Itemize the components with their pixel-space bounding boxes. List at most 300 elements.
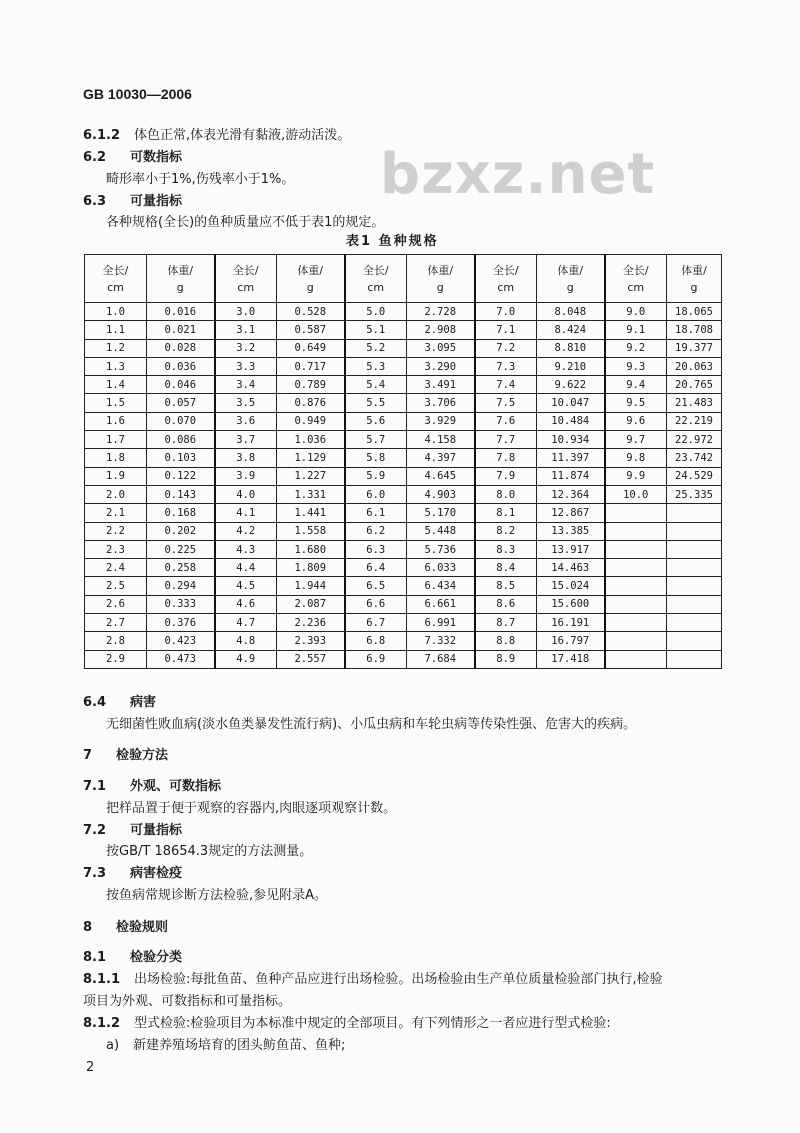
length-cell [605, 540, 667, 558]
length-cell: 7.6 [475, 412, 537, 430]
weight-cell: 11.397 [537, 449, 605, 467]
header-length-label: 全长/ [102, 263, 129, 277]
length-cell: 3.2 [215, 339, 277, 357]
header-weight-label: 体重/ [557, 263, 584, 277]
clause-8-1-1-cont: 项目为外观、可数指标和可量指标。 [83, 994, 292, 1009]
length-cell: 9.9 [605, 467, 667, 485]
table-row [85, 614, 722, 632]
chapter-7 [83, 744, 168, 763]
table-caption: 表1 鱼种规格 [346, 234, 439, 249]
weight-cell: 0.258 [147, 559, 215, 577]
weight-cell: 0.423 [147, 632, 215, 650]
length-cell: 9.8 [605, 449, 667, 467]
clause-number: 7.3 [83, 866, 107, 881]
weight-cell: 0.587 [277, 321, 345, 339]
header-length-unit: cm [627, 280, 645, 294]
weight-cell: 2.728 [407, 303, 475, 321]
length-cell: 9.1 [605, 321, 667, 339]
header-length [475, 255, 537, 303]
length-cell: 3.0 [215, 303, 277, 321]
length-cell: 2.3 [85, 540, 147, 558]
length-cell: 3.5 [215, 394, 277, 412]
weight-cell: 8.810 [537, 339, 605, 357]
clause-7-2 [83, 819, 182, 838]
weight-cell: 0.103 [147, 449, 215, 467]
weight-cell: 15.600 [537, 595, 605, 613]
clause-heading: 病害检疫 [130, 866, 183, 881]
clause-6-3 [83, 190, 182, 209]
table-row [85, 650, 722, 668]
header-weight-label: 体重/ [167, 263, 194, 277]
weight-cell: 8.424 [537, 321, 605, 339]
weight-cell: 0.949 [277, 412, 345, 430]
length-cell: 1.0 [85, 303, 147, 321]
length-cell [605, 595, 667, 613]
weight-cell: 11.874 [537, 467, 605, 485]
weight-cell: 6.434 [407, 577, 475, 595]
weight-cell: 2.087 [277, 595, 345, 613]
length-cell: 7.1 [475, 321, 537, 339]
header-length-unit: cm [237, 280, 255, 294]
length-cell: 4.7 [215, 614, 277, 632]
weight-cell: 3.491 [407, 376, 475, 394]
length-cell: 2.4 [85, 559, 147, 577]
weight-cell [667, 577, 722, 595]
weight-cell: 4.903 [407, 485, 475, 503]
weight-cell: 22.972 [667, 431, 722, 449]
table-row [85, 632, 722, 650]
length-cell: 2.6 [85, 595, 147, 613]
length-cell [605, 522, 667, 540]
length-cell [605, 577, 667, 595]
clause-number: 8.1.1 [83, 972, 121, 987]
header-weight-unit: g [176, 280, 184, 294]
table-row [85, 540, 722, 558]
clause-number: 6.3 [83, 194, 107, 209]
weight-cell: 20.765 [667, 376, 722, 394]
chapter-title: 检验规则 [116, 920, 169, 935]
header-length [345, 255, 407, 303]
chapter-number: 8 [83, 920, 93, 935]
length-cell: 2.9 [85, 650, 147, 668]
length-cell: 8.5 [475, 577, 537, 595]
weight-cell: 10.484 [537, 412, 605, 430]
length-cell: 6.9 [345, 650, 407, 668]
clause-text: 体色正常,体表光滑有黏液,游动活泼。 [134, 128, 351, 143]
weight-cell: 1.680 [277, 540, 345, 558]
clause-6-1-2 [83, 124, 350, 143]
weight-cell [667, 559, 722, 577]
length-cell: 5.4 [345, 376, 407, 394]
weight-cell: 12.867 [537, 504, 605, 522]
length-cell: 1.7 [85, 431, 147, 449]
weight-cell: 12.364 [537, 485, 605, 503]
weight-cell [667, 540, 722, 558]
length-cell: 5.1 [345, 321, 407, 339]
weight-cell: 0.028 [147, 339, 215, 357]
weight-cell: 9.622 [537, 376, 605, 394]
clause-6-4 [83, 691, 156, 710]
weight-cell: 0.168 [147, 504, 215, 522]
length-cell: 9.5 [605, 394, 667, 412]
weight-cell: 16.797 [537, 632, 605, 650]
weight-cell: 17.418 [537, 650, 605, 668]
table-row [85, 376, 722, 394]
length-cell: 4.0 [215, 485, 277, 503]
length-cell: 2.8 [85, 632, 147, 650]
clause-number: 7.2 [83, 823, 107, 838]
weight-cell: 0.021 [147, 321, 215, 339]
weight-cell: 0.202 [147, 522, 215, 540]
length-cell: 7.7 [475, 431, 537, 449]
weight-cell: 4.158 [407, 431, 475, 449]
weight-cell: 23.742 [667, 449, 722, 467]
header-length-label: 全长/ [622, 263, 649, 277]
header-weight-unit: g [566, 280, 574, 294]
length-cell: 1.2 [85, 339, 147, 357]
length-cell: 5.5 [345, 394, 407, 412]
clause-7-3 [83, 862, 182, 881]
length-cell: 2.0 [85, 485, 147, 503]
list-marker: a) [106, 1038, 120, 1053]
length-cell: 8.8 [475, 632, 537, 650]
length-cell: 2.5 [85, 577, 147, 595]
header-length-unit: cm [367, 280, 385, 294]
table-row [85, 577, 722, 595]
table-row [85, 303, 722, 321]
header-length-label: 全长/ [232, 263, 259, 277]
table-row [85, 412, 722, 430]
clause-number: 6.2 [83, 150, 107, 165]
clause-6-2 [83, 146, 182, 165]
length-cell: 4.5 [215, 577, 277, 595]
clause-6-2-text: 畸形率小于1%,伤残率小于1%。 [106, 172, 295, 187]
length-cell: 4.1 [215, 504, 277, 522]
weight-cell: 13.385 [537, 522, 605, 540]
length-cell: 7.9 [475, 467, 537, 485]
chapter-8 [83, 916, 168, 935]
length-cell: 1.6 [85, 412, 147, 430]
clause-text: 出场检验:每批鱼苗、鱼种产品应进行出场检验。出场检验由生产单位质量检验部门执行,检验 [134, 972, 663, 987]
length-cell: 6.4 [345, 559, 407, 577]
weight-cell: 1.944 [277, 577, 345, 595]
clause-8-1-1 [83, 968, 663, 987]
length-cell: 4.3 [215, 540, 277, 558]
length-cell: 3.8 [215, 449, 277, 467]
weight-cell: 21.483 [667, 394, 722, 412]
weight-cell: 1.129 [277, 449, 345, 467]
weight-cell [667, 522, 722, 540]
length-cell [605, 559, 667, 577]
weight-cell: 0.649 [277, 339, 345, 357]
length-cell [605, 614, 667, 632]
weight-cell: 1.036 [277, 431, 345, 449]
weight-cell: 3.929 [407, 412, 475, 430]
table-row [85, 321, 722, 339]
clause-text: 型式检验:检验项目为本标准中规定的全部项目。有下列情形之一者应进行型式检验: [134, 1016, 611, 1031]
weight-cell: 5.736 [407, 540, 475, 558]
length-cell: 5.6 [345, 412, 407, 430]
length-cell: 1.8 [85, 449, 147, 467]
header-length [605, 255, 667, 303]
weight-cell: 0.057 [147, 394, 215, 412]
clause-8-1 [83, 946, 182, 965]
clause-heading: 可量指标 [130, 823, 183, 838]
standard-code: GB 10030—2006 [83, 86, 192, 102]
length-cell [605, 632, 667, 650]
length-cell: 6.8 [345, 632, 407, 650]
length-cell: 9.0 [605, 303, 667, 321]
header-weight [667, 255, 722, 303]
header-weight [277, 255, 345, 303]
weight-cell: 15.024 [537, 577, 605, 595]
length-cell: 6.3 [345, 540, 407, 558]
header-length-unit: cm [107, 280, 124, 294]
weight-cell [667, 650, 722, 668]
list-text: 新建养殖场培育的团头鲂鱼苗、鱼种; [133, 1038, 346, 1053]
header-weight-unit: g [436, 280, 444, 294]
weight-cell: 22.219 [667, 412, 722, 430]
weight-cell: 0.016 [147, 303, 215, 321]
header-length-label: 全长/ [492, 263, 519, 277]
length-cell: 4.4 [215, 559, 277, 577]
length-cell: 1.1 [85, 321, 147, 339]
length-cell: 9.2 [605, 339, 667, 357]
length-cell: 9.4 [605, 376, 667, 394]
length-cell: 3.1 [215, 321, 277, 339]
weight-cell: 0.473 [147, 650, 215, 668]
length-cell: 7.0 [475, 303, 537, 321]
length-cell: 3.9 [215, 467, 277, 485]
weight-cell: 13.917 [537, 540, 605, 558]
weight-cell: 0.036 [147, 357, 215, 375]
clause-7-3-text: 按鱼病常规诊断方法检验,参见附录A。 [106, 888, 328, 903]
length-cell: 8.6 [475, 595, 537, 613]
weight-cell: 1.558 [277, 522, 345, 540]
length-cell [605, 650, 667, 668]
table-body [85, 303, 722, 669]
header-weight-label: 体重/ [297, 263, 324, 277]
weight-cell: 19.377 [667, 339, 722, 357]
clause-6-3-text: 各种规格(全长)的鱼种质量应不低于表1的规定。 [106, 215, 385, 230]
weight-cell: 7.684 [407, 650, 475, 668]
clause-number: 8.1 [83, 950, 107, 965]
length-cell: 8.0 [475, 485, 537, 503]
weight-cell: 14.463 [537, 559, 605, 577]
length-cell: 8.2 [475, 522, 537, 540]
length-cell: 8.9 [475, 650, 537, 668]
length-cell: 7.5 [475, 394, 537, 412]
weight-cell: 1.227 [277, 467, 345, 485]
table-row [85, 431, 722, 449]
length-cell: 1.9 [85, 467, 147, 485]
weight-cell [667, 614, 722, 632]
weight-cell: 4.397 [407, 449, 475, 467]
clause-7-2-text: 按GB/T 18654.3规定的方法测量。 [106, 844, 313, 859]
header-weight-label: 体重/ [681, 263, 707, 277]
clause-heading: 病害 [130, 695, 157, 710]
weight-cell: 6.661 [407, 595, 475, 613]
weight-cell: 16.191 [537, 614, 605, 632]
length-cell: 5.8 [345, 449, 407, 467]
clause-number: 8.1.2 [83, 1016, 121, 1031]
header-weight [407, 255, 475, 303]
length-cell: 8.1 [475, 504, 537, 522]
length-cell: 7.3 [475, 357, 537, 375]
length-cell: 4.6 [215, 595, 277, 613]
length-cell: 2.7 [85, 614, 147, 632]
header-weight [537, 255, 605, 303]
length-cell: 6.2 [345, 522, 407, 540]
weight-cell: 9.210 [537, 357, 605, 375]
weight-cell: 18.708 [667, 321, 722, 339]
length-cell: 10.0 [605, 485, 667, 503]
length-cell: 9.7 [605, 431, 667, 449]
length-cell: 9.3 [605, 357, 667, 375]
weight-cell: 3.095 [407, 339, 475, 357]
clause-6-4-text: 无细菌性败血病(淡水鱼类暴发性流行病)、小瓜虫病和车轮虫病等传染性强、危害大的疾病。 [106, 717, 637, 732]
weight-cell: 0.122 [147, 467, 215, 485]
length-cell: 4.9 [215, 650, 277, 668]
weight-cell: 1.809 [277, 559, 345, 577]
length-cell: 8.3 [475, 540, 537, 558]
weight-cell [667, 632, 722, 650]
length-cell: 6.7 [345, 614, 407, 632]
length-cell: 6.6 [345, 595, 407, 613]
clause-heading: 检验分类 [130, 950, 183, 965]
header-length-label: 全长/ [362, 263, 389, 277]
length-cell: 4.8 [215, 632, 277, 650]
table-row [85, 339, 722, 357]
watermark: bzxz.net [380, 142, 656, 207]
clause-number: 6.4 [83, 695, 107, 710]
weight-cell: 2.908 [407, 321, 475, 339]
length-cell: 7.4 [475, 376, 537, 394]
clause-heading: 外观、可数指标 [130, 779, 222, 794]
weight-cell: 0.376 [147, 614, 215, 632]
weight-cell: 2.236 [277, 614, 345, 632]
length-cell: 1.4 [85, 376, 147, 394]
length-cell: 5.9 [345, 467, 407, 485]
clause-heading: 可量指标 [130, 194, 183, 209]
length-cell [605, 504, 667, 522]
length-cell: 6.0 [345, 485, 407, 503]
weight-cell: 0.333 [147, 595, 215, 613]
weight-cell: 3.290 [407, 357, 475, 375]
clause-8-1-2 [83, 1012, 611, 1031]
header-weight [147, 255, 215, 303]
length-cell: 9.6 [605, 412, 667, 430]
weight-cell: 7.332 [407, 632, 475, 650]
weight-cell: 6.991 [407, 614, 475, 632]
header-weight-label: 体重/ [427, 263, 454, 277]
length-cell: 1.3 [85, 357, 147, 375]
weight-cell: 3.706 [407, 394, 475, 412]
weight-cell: 6.033 [407, 559, 475, 577]
header-length [215, 255, 277, 303]
weight-cell: 24.529 [667, 467, 722, 485]
weight-cell: 0.294 [147, 577, 215, 595]
length-cell: 2.1 [85, 504, 147, 522]
length-cell: 5.3 [345, 357, 407, 375]
page-number: 2 [86, 1060, 95, 1075]
table-row [85, 467, 722, 485]
header-length [85, 255, 147, 303]
length-cell: 8.4 [475, 559, 537, 577]
weight-cell: 1.441 [277, 504, 345, 522]
weight-cell: 5.448 [407, 522, 475, 540]
weight-cell: 20.063 [667, 357, 722, 375]
length-cell: 7.2 [475, 339, 537, 357]
table-header-row [85, 255, 722, 303]
table-row [85, 449, 722, 467]
length-cell: 5.2 [345, 339, 407, 357]
clause-heading: 可数指标 [130, 150, 183, 165]
weight-cell: 0.143 [147, 485, 215, 503]
weight-cell: 0.789 [277, 376, 345, 394]
fish-spec-table [84, 254, 722, 669]
weight-cell: 4.645 [407, 467, 475, 485]
weight-cell: 0.070 [147, 412, 215, 430]
length-cell: 6.5 [345, 577, 407, 595]
weight-cell: 0.528 [277, 303, 345, 321]
weight-cell: 10.934 [537, 431, 605, 449]
clause-number: 6.1.2 [83, 128, 121, 143]
table-row [85, 559, 722, 577]
weight-cell: 25.335 [667, 485, 722, 503]
weight-cell [667, 504, 722, 522]
length-cell: 1.5 [85, 394, 147, 412]
length-cell: 5.0 [345, 303, 407, 321]
chapter-title: 检验方法 [116, 748, 169, 763]
length-cell: 6.1 [345, 504, 407, 522]
length-cell: 3.4 [215, 376, 277, 394]
weight-cell: 0.876 [277, 394, 345, 412]
table-row [85, 394, 722, 412]
length-cell: 3.7 [215, 431, 277, 449]
weight-cell: 5.170 [407, 504, 475, 522]
length-cell: 5.7 [345, 431, 407, 449]
length-cell: 3.3 [215, 357, 277, 375]
weight-cell: 18.065 [667, 303, 722, 321]
header-weight-unit: g [306, 280, 314, 294]
table-row [85, 595, 722, 613]
length-cell: 8.7 [475, 614, 537, 632]
length-cell: 3.6 [215, 412, 277, 430]
clause-7-1 [83, 775, 221, 794]
weight-cell: 10.047 [537, 394, 605, 412]
weight-cell: 0.086 [147, 431, 215, 449]
weight-cell: 0.046 [147, 376, 215, 394]
weight-cell [667, 595, 722, 613]
clause-number: 7.1 [83, 779, 107, 794]
table-row [85, 504, 722, 522]
weight-cell: 0.717 [277, 357, 345, 375]
clause-7-1-text: 把样品置于便于观察的容器内,肉眼逐项观察计数。 [106, 801, 397, 816]
length-cell: 2.2 [85, 522, 147, 540]
weight-cell: 0.225 [147, 540, 215, 558]
header-weight-unit: g [690, 280, 698, 294]
weight-cell: 2.557 [277, 650, 345, 668]
weight-cell: 2.393 [277, 632, 345, 650]
weight-cell: 8.048 [537, 303, 605, 321]
chapter-number: 7 [83, 748, 93, 763]
length-cell: 4.2 [215, 522, 277, 540]
list-item-a [106, 1034, 345, 1053]
table-row [85, 357, 722, 375]
length-cell: 7.8 [475, 449, 537, 467]
table-row [85, 485, 722, 503]
